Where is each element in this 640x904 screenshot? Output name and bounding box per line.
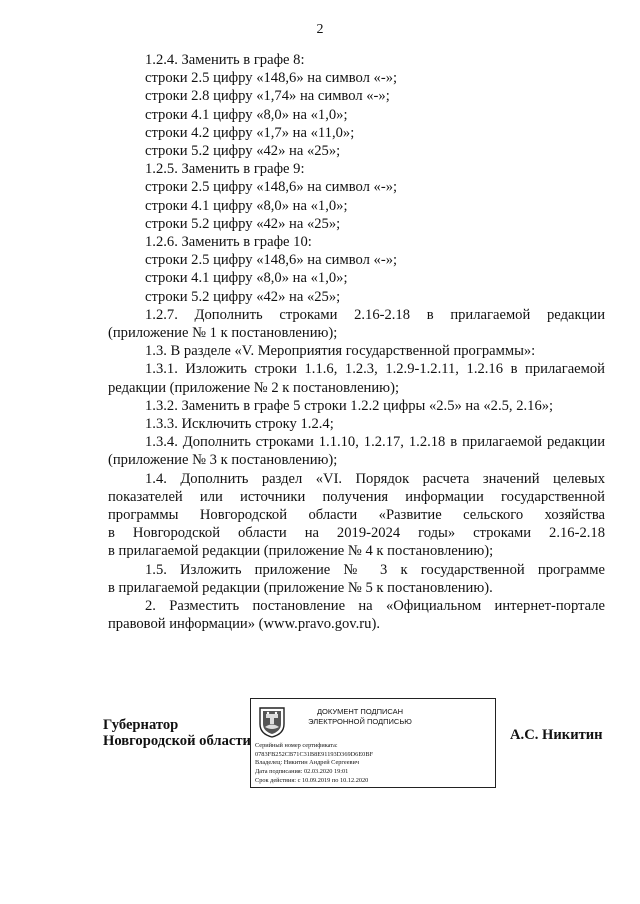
text-line: строки 2.5 цифру «148,6» на символ «-»; (145, 252, 398, 269)
stamp-validity: Срок действия: с 10.09.2019 по 10.12.2020 (255, 776, 369, 784)
paragraph-1-3-2: 1.3.2. Заменить в графе 5 строки 1.2.2 цифры «2.5» на «2.5, 2.16»; (145, 397, 554, 414)
text-line: строки 4.2 цифру «1,7» на «11,0»; (145, 124, 355, 141)
paragraph-1-2-7-line-2: (приложение № 1 к постановлению); (108, 325, 338, 342)
paragraph-1-4-line-5: в прилагаемой редакции (приложение № 4 к постановлению); (108, 543, 494, 560)
signatory-title-line-2: Новгородской области (103, 733, 251, 749)
stamp-title-line-1: ДОКУМЕНТ ПОДПИСАН (316, 707, 404, 716)
text-line: строки 4.1 цифру «8,0» на «1,0»; (145, 106, 348, 123)
stamp-signed-date: Дата подписания: 02.03.2020 19:01 (255, 768, 349, 776)
stamp-cert-number: 0783FB252CB71C31B8E91193D369D6E0BF (255, 750, 374, 758)
paragraph-1-4-line-3: программы Новгородской области «Развитие сельского хозяйства (108, 507, 605, 524)
text-line: 1.2.4. Заменить в графе 8: (145, 52, 305, 68)
paragraph-1-3-1-line-1: 1.3.1. Изложить строки 1.1.6, 1.2.3, 1.2.9-1.2.11, 1.2.16 в прилагаемой (145, 361, 605, 378)
text-line: строки 5.2 цифру «42» на «25»; (145, 143, 341, 160)
paragraph-1-5-line-1: 1.5. Изложить приложение № 3 к государственной программе (145, 561, 605, 578)
paragraph-2-line-1: 2. Разместить постановление на «Официальном интернет-портале (145, 598, 605, 615)
text-line: строки 5.2 цифру «42» на «25»; (145, 215, 341, 232)
paragraph-1-4-line-2: показателей или источники получения информации государственной (108, 488, 605, 505)
paragraph-1-2-7-line-1: 1.2.7. Дополнить строками 2.16-2.18 в прилагаемой редакции (145, 306, 605, 323)
stamp-title-line-2: ЭЛЕКТРОННОЙ ПОДПИСЬЮ (308, 717, 412, 726)
document-body (108, 51, 605, 634)
signatory-name: А.С. Никитин (510, 727, 603, 743)
paragraph-1-4-line-1: 1.4. Дополнить раздел «VI. Порядок расчета значений целевых (145, 470, 605, 487)
paragraph-1-3-4-line-1: 1.3.4. Дополнить строками 1.1.10, 1.2.17, 1.2.18 в прилагаемой редакции (145, 434, 605, 451)
stamp-cert-label: Серийный номер сертификата: (255, 742, 338, 749)
page-number: 2 (316, 22, 324, 37)
stamp-title (295, 707, 425, 727)
signatory-title-line-1: Губернатор (103, 717, 179, 733)
paragraph-1-3-3: 1.3.3. Исключить строку 1.2.4; (145, 416, 334, 433)
text-line: строки 2.5 цифру «148,6» на символ «-»; (145, 179, 398, 196)
text-line: 1.2.5. Заменить в графе 9: (145, 161, 305, 178)
paragraph-1-3: 1.3. В разделе «V. Мероприятия государственной программы»: (145, 343, 536, 360)
text-line: 1.2.6. Заменить в графе 10: (145, 234, 312, 251)
paragraph-1-3-1-line-2: редакции (приложение № 2 к постановлению); (108, 379, 399, 396)
novgorod-coat-of-arms-icon (257, 705, 287, 738)
paragraph-2-line-2: правовой информации» (www.pravo.gov.ru). (108, 616, 380, 633)
paragraph-1-5-line-2: в прилагаемой редакции (приложение № 5 к постановлению). (108, 579, 493, 596)
text-line: строки 2.5 цифру «148,6» на символ «-»; (145, 70, 398, 87)
signatory-title (103, 717, 251, 749)
electronic-signature-stamp (250, 698, 496, 788)
text-line: строки 2.8 цифру «1,74» на символ «-»; (145, 88, 390, 105)
text-line: строки 5.2 цифру «42» на «25»; (145, 288, 341, 305)
paragraph-1-3-4-line-2: (приложение № 3 к постановлению); (108, 452, 338, 469)
stamp-owner: Владелец: Никитин Андрей Сергеевич (255, 759, 360, 767)
text-line: строки 4.1 цифру «8,0» на «1,0»; (145, 270, 348, 287)
text-line: строки 4.1 цифру «8,0» на «1,0»; (145, 197, 348, 214)
stamp-details (255, 742, 373, 786)
paragraph-1-4-line-4: в Новгородской области на 2019-2024 годы» строками 2.16-2.18 (108, 525, 605, 542)
